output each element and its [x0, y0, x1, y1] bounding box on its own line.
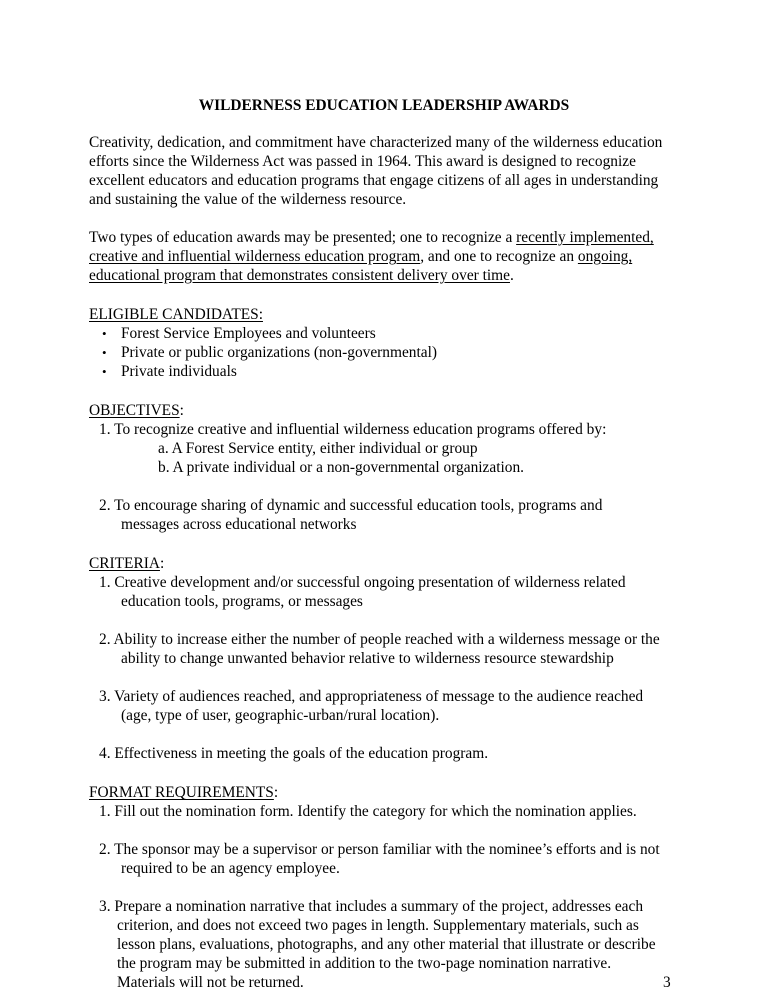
eligible-heading: ELIGIBLE CANDIDATES: [89, 306, 263, 323]
intro-line: excellent educators and education programs that engage citizens of all ages in understanding [89, 172, 659, 189]
underlined-phrase: ongoing, [577, 248, 633, 265]
format-item: 1. Fill out the nomination form. Identify the category for which the nomination applies. [99, 803, 637, 820]
criteria-item-cont: education tools, programs, or messages [121, 593, 363, 610]
objective-item-cont: messages across educational networks [121, 516, 357, 533]
criteria-item-cont: ability to change unwanted behavior relative to wilderness resource stewardship [121, 650, 614, 667]
format-item-cont: the program may be submitted in addition to the two-page nomination narrative. [117, 955, 612, 972]
format-item-cont: Materials will not be returned. [117, 974, 304, 991]
underlined-phrase: recently implemented, [516, 229, 654, 246]
objective-item: 1. To recognize creative and influential wilderness education programs offered by: [99, 421, 607, 438]
format-item-cont: required to be an agency employee. [121, 860, 340, 877]
objective-subitem: b. A private individual or a non-governmental organization. [158, 459, 525, 476]
eligible-item: • Forest Service Employees and volunteers [102, 325, 376, 342]
format-item: 3. Prepare a nomination narrative that includes a summary of the project, addresses each [99, 898, 644, 915]
document-title: WILDERNESS EDUCATION LEADERSHIP AWARDS [198, 97, 570, 114]
award-types-line: educational program that demonstrates consistent delivery over time. [89, 267, 514, 284]
bullet-icon: • [102, 345, 107, 360]
objective-subitem: a. A Forest Service entity, either individual or group [158, 440, 478, 457]
award-types-line: Two types of education awards may be presented; one to recognize a recently implemented, [89, 229, 654, 246]
intro-line: Creativity, dedication, and commitment have characterized many of the wilderness education [89, 134, 663, 151]
format-item-cont: criterion, and does not exceed two pages in length. Supplementary materials, such as [117, 917, 639, 934]
eligible-item: • Private individuals [102, 363, 237, 380]
format-item: 2. The sponsor may be a supervisor or person familiar with the nominee’s efforts and is not [99, 841, 660, 858]
eligible-item: • Private or public organizations (non-governmental) [102, 344, 437, 361]
bullet-icon: • [102, 364, 107, 379]
intro-line: and sustaining the value of the wilderness resource. [89, 191, 407, 208]
format-heading: FORMAT REQUIREMENTS: [89, 784, 279, 801]
criteria-item: 3. Variety of audiences reached, and appropriateness of message to the audience reached [99, 688, 644, 705]
objectives-heading: OBJECTIVES: [89, 402, 184, 419]
format-item-cont: lesson plans, evaluations, photographs, and any other material that illustrate or describe [117, 936, 656, 953]
page-number: 3 [663, 974, 671, 991]
criteria-item-cont: (age, type of user, geographic-urban/rural location). [121, 707, 440, 724]
underlined-phrase: educational program that demonstrates consistent delivery over time [89, 267, 510, 284]
intro-line: efforts since the Wilderness Act was passed in 1964. This award is designed to recognize [89, 153, 636, 170]
criteria-heading: CRITERIA: [89, 555, 165, 572]
criteria-item: 4. Effectiveness in meeting the goals of the education program. [99, 745, 489, 762]
objective-item: 2. To encourage sharing of dynamic and successful education tools, programs and [99, 497, 603, 514]
underlined-phrase: creative and influential wilderness education program [89, 248, 421, 265]
bullet-icon: • [102, 326, 107, 341]
criteria-item: 1. Creative development and/or successful ongoing presentation of wilderness related [99, 574, 626, 591]
award-types-line: creative and influential wilderness education program, and one to recognize an ongoing, [89, 248, 633, 265]
criteria-item: 2. Ability to increase either the number of people reached with a wilderness message or the [99, 631, 660, 648]
